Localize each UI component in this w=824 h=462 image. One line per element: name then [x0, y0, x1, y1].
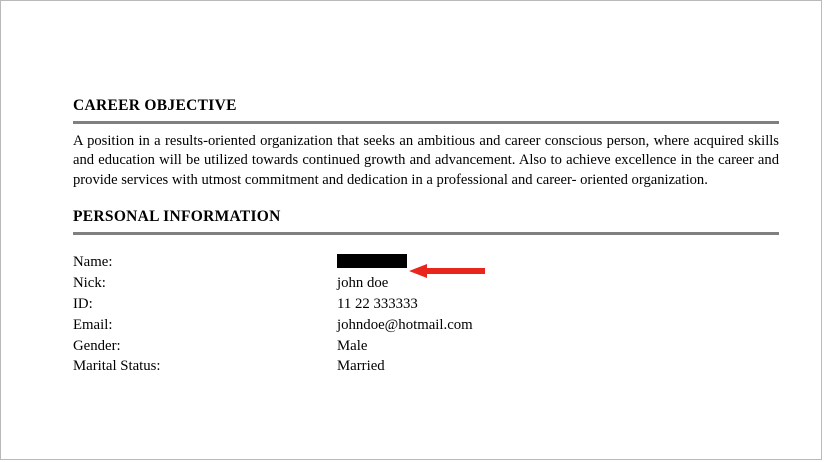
section-heading-career-objective: CAREER OBJECTIVE — [73, 97, 237, 114]
table-row — [73, 357, 473, 378]
arrow-left-icon — [409, 263, 485, 279]
document-body — [73, 97, 779, 378]
table-spacer — [73, 243, 779, 253]
field-value: 11 22 333333 — [337, 295, 418, 312]
table-row — [73, 295, 473, 316]
field-label: Nick: — [73, 274, 106, 291]
field-value: johndoe@hotmail.com — [337, 316, 473, 333]
table-row — [73, 337, 473, 358]
field-label: Marital Status: — [73, 358, 161, 375]
field-label: Name: — [73, 253, 113, 270]
table-row — [73, 316, 473, 337]
career-objective-paragraph: A position in a results-oriented organization that seeks an ambitious and career conscious person, where acquired skills and education will be utilized towards continued growth and advancement. Also to achieve excellence in the career and provide services with utmost commitment and dedication in a professional and career- oriented organization. — [73, 133, 779, 188]
field-value: Male — [337, 337, 368, 354]
field-label: ID: — [73, 295, 93, 312]
heading-divider-career-objective — [73, 121, 779, 124]
redaction-bar — [337, 254, 407, 268]
field-value: Married — [337, 358, 385, 375]
field-label: Email: — [73, 316, 113, 333]
section-heading-personal-information: PERSONAL INFORMATION — [73, 207, 281, 225]
field-label: Gender: — [73, 337, 121, 354]
field-value: john doe — [337, 274, 389, 291]
section-spacer — [73, 190, 779, 208]
annotation-arrow-container — [409, 263, 485, 279]
heading-divider-personal-information — [73, 232, 779, 235]
